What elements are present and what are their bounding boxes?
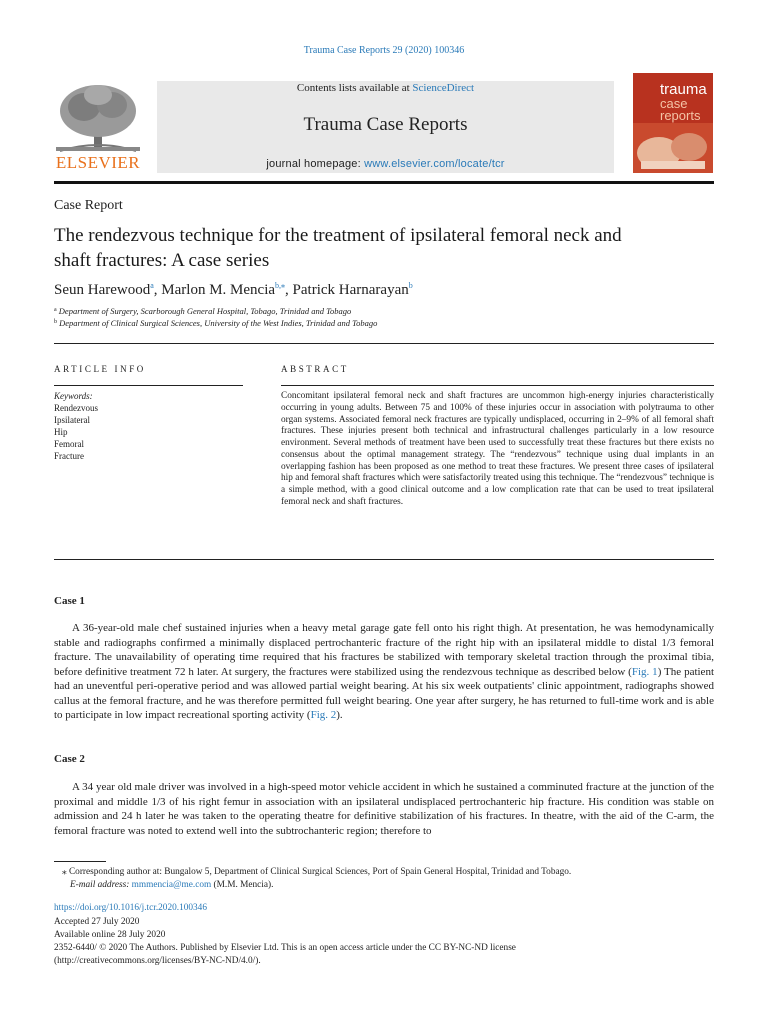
case1-paragraph: A 36-year-old male chef sustained injuries when a heavy metal garage gate fell onto his right thigh. At presentation, he was hemodynamically stable and radiographs confirmed a minimally displaced pertrochanteric fracture of the right hip with an ipsilateral middle to distal 1/3 femoral fracture. The unavailability of operating time required that his fractures be stabilized with temporary skeletal traction through the proximal tibia, before definitive treatment 72 h later. At surgery, the fractures were stabilized using the rendezvous technique as described below (Fig. 1) The patient had an uneventful peri-operative period and was allowed partial weight bearing. At his six week outpatients' clinic appointment, radiographs showed callus at the femoral fracture, and he was therefore permitted full weight bearing. One year after surgery, he has returned to full-time work and is able to participate in low impact recreational sporting activity (Fig. 2). (54, 622, 715, 721)
footnote-rule (54, 861, 106, 862)
abstract-rule (281, 385, 714, 386)
abstract-text: Concomitant ipsilateral femoral neck and shaft fractures are uncommon high-energy injuries characteristically occurring in young adults. Between 75 and 100% of these injuries occur in association with polytrauma to other organ systems. Associated femoral neck fractures are typically undisplaced, occurring in 2–9% of all femoral shaft fractures. These injuries present both technical and infrastructural challenges particularly in a low resource environment. Several methods of treatment have been used to successfully treat these fractures but there exists no consensus about the optimal management strategy. The “rendezvous” technique using dual implants in an overlapping fashion has been proposed as one method to treat these fractures. We present three cases of ipsilateral hip and femoral shaft fractures which were satisfactorily treated using this technique. The “rendezvous” technique is a simple method, with a good clinical outcome and a low complication rate that can be used to treat ipsilateral femoral neck and shaft fractures. (281, 391, 715, 507)
license-url[interactable]: (http://creativecommons.org/licenses/BY-NC-ND/4.0/). (54, 956, 261, 966)
keywords-label: Keywords: (54, 391, 93, 401)
journal-banner (157, 81, 614, 173)
accepted-date: Accepted 27 July 2020 (54, 917, 140, 927)
case2-heading: Case 2 (54, 753, 85, 765)
email-line: E-mail address: mmmencia@me.com (M.M. Mencia). (70, 880, 274, 890)
journal-title: Trauma Case Reports (303, 114, 468, 135)
author-affiliation-mark[interactable]: b (408, 281, 413, 290)
article-type: Case Report (54, 198, 123, 213)
section-rule-top (54, 343, 714, 344)
section-rule-bottom (54, 559, 714, 560)
corresponding-author-note: ⁎ Corresponding author at: Bungalow 5, Department of Clinical Surgical Sciences, Port of Spain General Hospital, Trinidad and Tobago. (62, 867, 572, 877)
article-title: The rendezvous technique for the treatment of ipsilateral femoral neck and shaft fractures: A case series (54, 225, 622, 271)
keyword-item: Hip (54, 427, 68, 437)
author-name[interactable]: Marlon M. Mencia (161, 282, 276, 298)
figure-2-link[interactable]: Fig. 2 (310, 709, 337, 721)
cover-title: trauma (660, 81, 707, 98)
contents-availability: Contents lists available at ScienceDirect (296, 82, 475, 94)
keyword-item: Fracture (54, 451, 84, 461)
license-line: 2352-6440/ © 2020 The Authors. Published by Elsevier Ltd. This is an open access article under the CC BY-NC-ND license (54, 943, 516, 953)
author-affiliation-mark[interactable]: b,⁎ (275, 281, 286, 290)
cover-image (633, 123, 713, 173)
article-info-heading: ARTICLE INFO (54, 364, 146, 374)
article-info-rule (54, 385, 243, 386)
journal-homepage: journal homepage: www.elsevier.com/locate/tcr (266, 158, 505, 170)
author-affiliation-mark[interactable]: a (150, 281, 154, 290)
elsevier-wordmark: ELSEVIER (55, 153, 141, 172)
case2-paragraph: A 34 year old male driver was involved in a high-speed motor vehicle accident in which he sustained a comminuted fracture at the junction of the proximal and middle 1/3 of his right femur in association with an ipsilateral undisplaced pertrochanteric hip fracture. His condition was stable on admission and 24 h later he was taken to the operating theatre for definitive stabilization of his fractures. In theatre, with the aid of the C-arm, the femoral fracture was noted to extend well into the subtrochanteric region; therefore to (54, 781, 714, 837)
keyword-item: Rendezvous (54, 403, 98, 413)
author-name[interactable]: Seun Harewood (54, 282, 151, 298)
affiliation-a: $^a$ Department of Surgery, Scarborough General Hospital, Tobago, Trinidad and Tobago (54, 306, 352, 316)
cover-subtitle-reports: reports (660, 108, 701, 123)
figure-1-link[interactable]: Fig. 1 (631, 665, 658, 678)
elsevier-logo (54, 81, 142, 173)
email-link[interactable]: mmmencia@me.com (131, 880, 212, 890)
header-rule (54, 181, 714, 184)
cover-subtitle-case: case (660, 96, 688, 111)
keyword-item: Ipsilateral (54, 415, 90, 425)
sciencedirect-link[interactable]: ScienceDirect (412, 82, 475, 94)
online-date: Available online 28 July 2020 (54, 930, 166, 940)
journal-homepage-link[interactable]: www.elsevier.com/locate/tcr (364, 158, 505, 170)
abstract-heading: ABSTRACT (281, 364, 349, 374)
author-name[interactable]: Patrick Harnarayan (292, 282, 409, 298)
keyword-item: Femoral (54, 439, 84, 449)
case1-heading: Case 1 (54, 595, 85, 607)
author-list: Seun Harewood$^a$, Marlon M. Mencia$^{b,⁎}$, Patrick Harnarayan$^b$ (54, 281, 413, 298)
affiliation-b: $^b$ Department of Clinical Surgical Sciences, University of the West Indies, Trinidad and Tobago (54, 318, 378, 328)
doi-link[interactable]: https://doi.org/10.1016/j.tcr.2020.100346 (54, 903, 207, 913)
journal-citation-link[interactable]: Trauma Case Reports 29 (2020) 100346 (303, 45, 465, 56)
journal-cover-thumbnail[interactable] (633, 73, 713, 173)
